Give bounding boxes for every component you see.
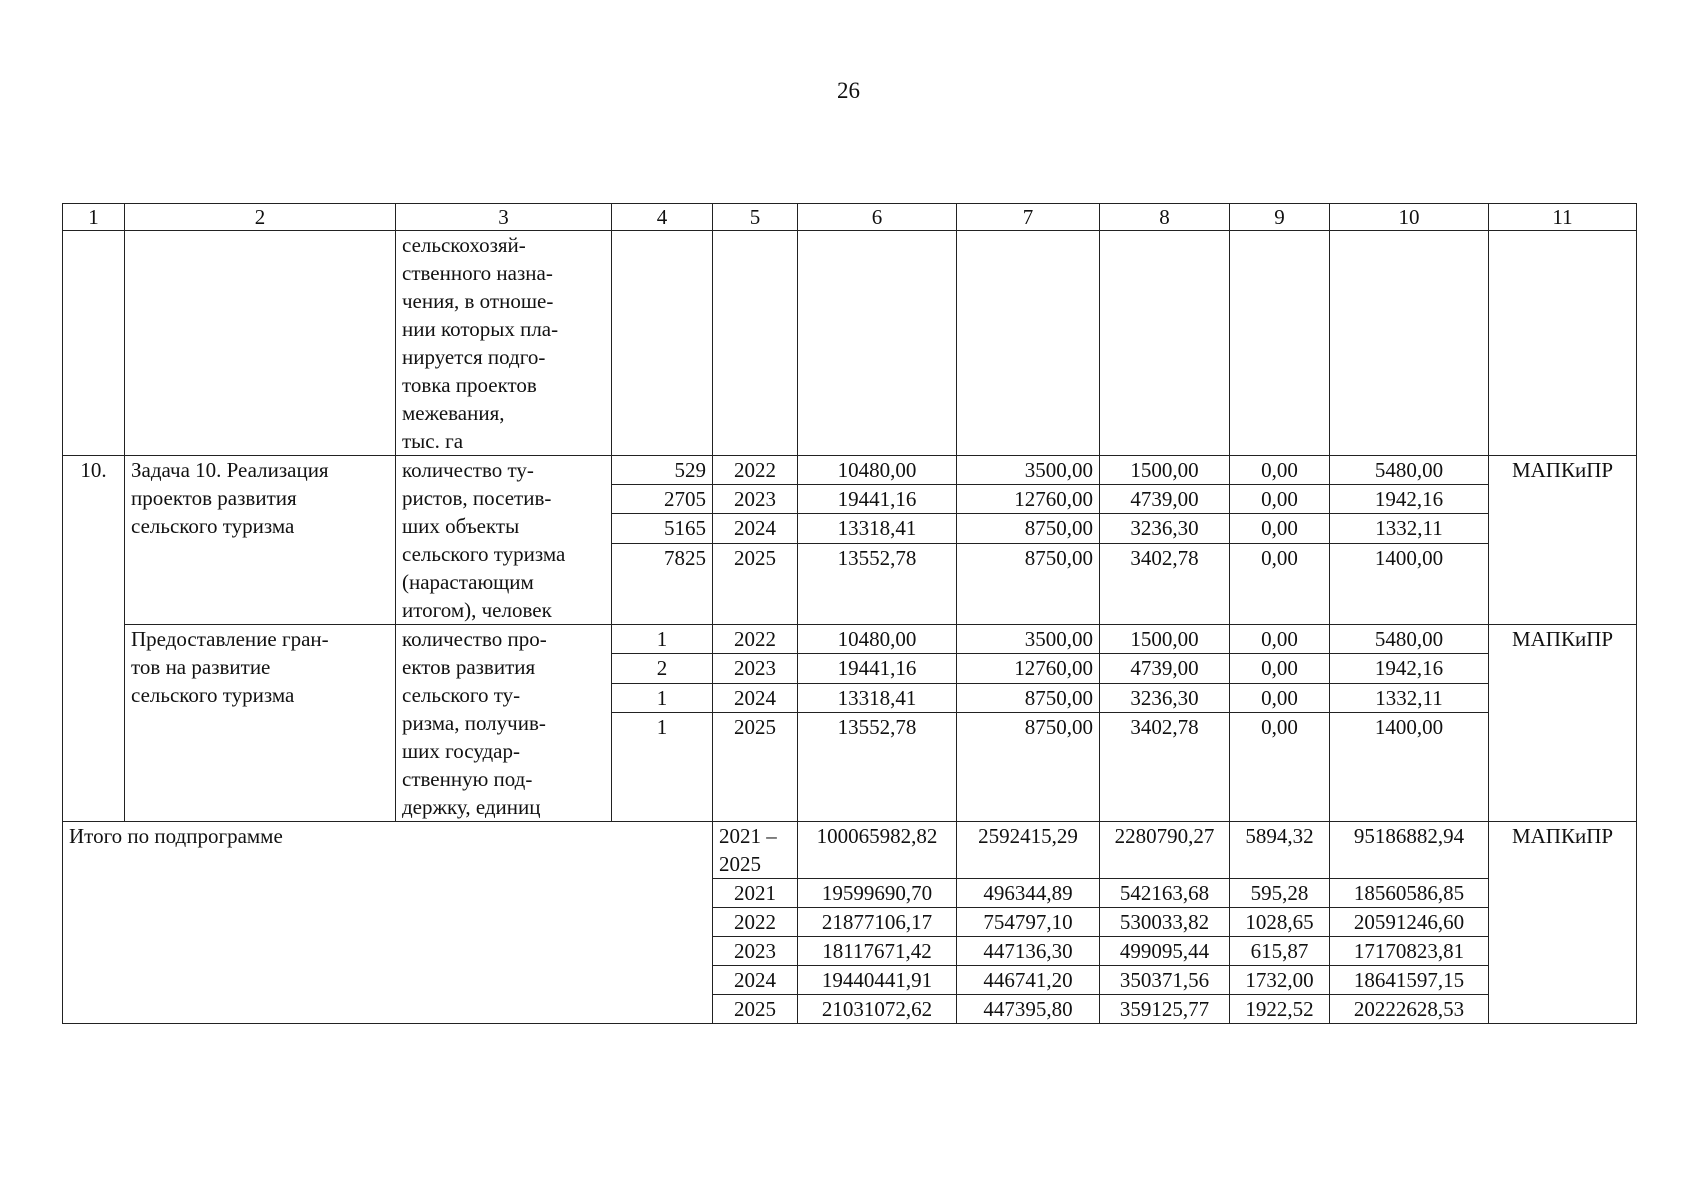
amount-cell: 0,00 <box>1230 625 1330 654</box>
amount-cell: 2280790,27 <box>1100 822 1230 879</box>
year-cell: 2022 <box>713 625 798 654</box>
amount-cell: 18117671,42 <box>798 937 957 966</box>
amount-cell: 0,00 <box>1230 514 1330 543</box>
amount-cell: 359125,77 <box>1100 995 1230 1024</box>
amount-cell: 3402,78 <box>1100 712 1230 821</box>
indicator-value: 1 <box>612 683 713 712</box>
amount-cell: 1732,00 <box>1230 966 1330 995</box>
amount-cell: 1942,16 <box>1330 485 1489 514</box>
page-number: 26 <box>837 78 860 103</box>
year-cell: 2021 – 2025 <box>713 822 798 879</box>
year-cell: 2024 <box>713 966 798 995</box>
executor-cell: МАПКиПР <box>1489 822 1637 1024</box>
amount-cell: 499095,44 <box>1100 937 1230 966</box>
executor-cell: МАПКиПР <box>1489 456 1637 625</box>
amount-cell: 13318,41 <box>798 683 957 712</box>
amount-cell: 5894,32 <box>1230 822 1330 879</box>
indicator-value: 5165 <box>612 514 713 543</box>
task-name: Задача 10. Реализация проектов развития сельского туризма <box>125 456 396 625</box>
year-cell: 2023 <box>713 654 798 683</box>
amount-cell: 20222628,53 <box>1330 995 1489 1024</box>
column-header: 6 <box>798 204 957 231</box>
amount-cell: 8750,00 <box>957 712 1100 821</box>
amount-cell: 21031072,62 <box>798 995 957 1024</box>
column-header: 2 <box>125 204 396 231</box>
indicator-value: 1 <box>612 625 713 654</box>
column-header: 1 <box>63 204 125 231</box>
amount-cell: 18560586,85 <box>1330 879 1489 908</box>
indicator-value: 529 <box>612 456 713 485</box>
total-label: Итого по подпрограмме <box>63 822 713 1024</box>
amount-cell: 21877106,17 <box>798 908 957 937</box>
amount-cell: 0,00 <box>1230 485 1330 514</box>
amount-cell: 1332,11 <box>1330 683 1489 712</box>
amount-cell: 1028,65 <box>1230 908 1330 937</box>
amount-cell: 12760,00 <box>957 485 1100 514</box>
amount-cell: 754797,10 <box>957 908 1100 937</box>
column-header: 5 <box>713 204 798 231</box>
year-cell: 2023 <box>713 485 798 514</box>
amount-cell: 20591246,60 <box>1330 908 1489 937</box>
empty-cell <box>1230 231 1330 456</box>
year-cell: 2021 <box>713 879 798 908</box>
amount-cell: 13318,41 <box>798 514 957 543</box>
year-cell: 2024 <box>713 683 798 712</box>
header-row <box>63 204 1637 231</box>
indicator-value: 1 <box>612 712 713 821</box>
amount-cell: 446741,20 <box>957 966 1100 995</box>
amount-cell: 19599690,70 <box>798 879 957 908</box>
indicator-value: 7825 <box>612 543 713 624</box>
amount-cell: 8750,00 <box>957 543 1100 624</box>
amount-cell: 3500,00 <box>957 456 1100 485</box>
amount-cell: 1332,11 <box>1330 514 1489 543</box>
amount-cell: 4739,00 <box>1100 485 1230 514</box>
amount-cell: 447395,80 <box>957 995 1100 1024</box>
amount-cell: 1942,16 <box>1330 654 1489 683</box>
year-cell: 2025 <box>713 543 798 624</box>
empty-cell <box>1330 231 1489 456</box>
empty-cell <box>1100 231 1230 456</box>
amount-cell: 5480,00 <box>1330 456 1489 485</box>
empty-cell <box>1489 231 1637 456</box>
amount-cell: 10480,00 <box>798 625 957 654</box>
amount-cell: 0,00 <box>1230 543 1330 624</box>
year-cell: 2025 <box>713 712 798 821</box>
table-row <box>63 625 1637 654</box>
amount-cell: 18641597,15 <box>1330 966 1489 995</box>
column-header: 9 <box>1230 204 1330 231</box>
amount-cell: 530033,82 <box>1100 908 1230 937</box>
amount-cell: 100065982,82 <box>798 822 957 879</box>
indicator-cell: количество ту- ристов, посетив- ших объекты сельского туризма (нарастающим итогом), человек <box>396 456 612 625</box>
empty-cell <box>125 231 396 456</box>
table-row <box>63 456 1637 485</box>
amount-cell: 595,28 <box>1230 879 1330 908</box>
amount-cell: 3236,30 <box>1100 514 1230 543</box>
amount-cell: 13552,78 <box>798 543 957 624</box>
amount-cell: 447136,30 <box>957 937 1100 966</box>
amount-cell: 496344,89 <box>957 879 1100 908</box>
column-header: 10 <box>1330 204 1489 231</box>
empty-cell <box>63 231 125 456</box>
empty-cell <box>957 231 1100 456</box>
task-number: 10. <box>63 456 125 822</box>
amount-cell: 4739,00 <box>1100 654 1230 683</box>
amount-cell: 1500,00 <box>1100 456 1230 485</box>
amount-cell: 0,00 <box>1230 683 1330 712</box>
amount-cell: 1400,00 <box>1330 543 1489 624</box>
executor-cell: МАПКиПР <box>1489 625 1637 822</box>
amount-cell: 8750,00 <box>957 514 1100 543</box>
indicator-cell: количество про- ектов развития сельского ту- ризма, получив- ших государ- ственную под- держку, единиц <box>396 625 612 822</box>
table-row <box>63 822 1637 879</box>
empty-cell <box>798 231 957 456</box>
column-header: 8 <box>1100 204 1230 231</box>
amount-cell: 3236,30 <box>1100 683 1230 712</box>
year-cell: 2025 <box>713 995 798 1024</box>
empty-cell <box>713 231 798 456</box>
program-table <box>62 203 1637 1024</box>
indicator-value: 2 <box>612 654 713 683</box>
amount-cell: 19441,16 <box>798 654 957 683</box>
amount-cell: 95186882,94 <box>1330 822 1489 879</box>
amount-cell: 542163,68 <box>1100 879 1230 908</box>
amount-cell: 1500,00 <box>1100 625 1230 654</box>
event-name: Предоставление гран- тов на развитие сельского туризма <box>125 625 396 822</box>
year-cell: 2022 <box>713 908 798 937</box>
amount-cell: 8750,00 <box>957 683 1100 712</box>
amount-cell: 5480,00 <box>1330 625 1489 654</box>
amount-cell: 0,00 <box>1230 712 1330 821</box>
column-header: 7 <box>957 204 1100 231</box>
amount-cell: 1400,00 <box>1330 712 1489 821</box>
year-cell: 2024 <box>713 514 798 543</box>
continued-row <box>63 231 1637 456</box>
amount-cell: 19441,16 <box>798 485 957 514</box>
amount-cell: 0,00 <box>1230 654 1330 683</box>
amount-cell: 12760,00 <box>957 654 1100 683</box>
amount-cell: 615,87 <box>1230 937 1330 966</box>
amount-cell: 3402,78 <box>1100 543 1230 624</box>
column-header: 11 <box>1489 204 1637 231</box>
amount-cell: 0,00 <box>1230 456 1330 485</box>
indicator-cell: сельскохозяй- ственного назна- чения, в отноше- нии которых пла- нируется подго- товка проектов межевания, тыс. га <box>396 231 612 456</box>
year-cell: 2023 <box>713 937 798 966</box>
column-header: 3 <box>396 204 612 231</box>
amount-cell: 17170823,81 <box>1330 937 1489 966</box>
year-cell: 2022 <box>713 456 798 485</box>
amount-cell: 3500,00 <box>957 625 1100 654</box>
column-header: 4 <box>612 204 713 231</box>
amount-cell: 350371,56 <box>1100 966 1230 995</box>
amount-cell: 19440441,91 <box>798 966 957 995</box>
amount-cell: 10480,00 <box>798 456 957 485</box>
amount-cell: 13552,78 <box>798 712 957 821</box>
amount-cell: 1922,52 <box>1230 995 1330 1024</box>
amount-cell: 2592415,29 <box>957 822 1100 879</box>
indicator-value: 2705 <box>612 485 713 514</box>
empty-cell <box>612 231 713 456</box>
